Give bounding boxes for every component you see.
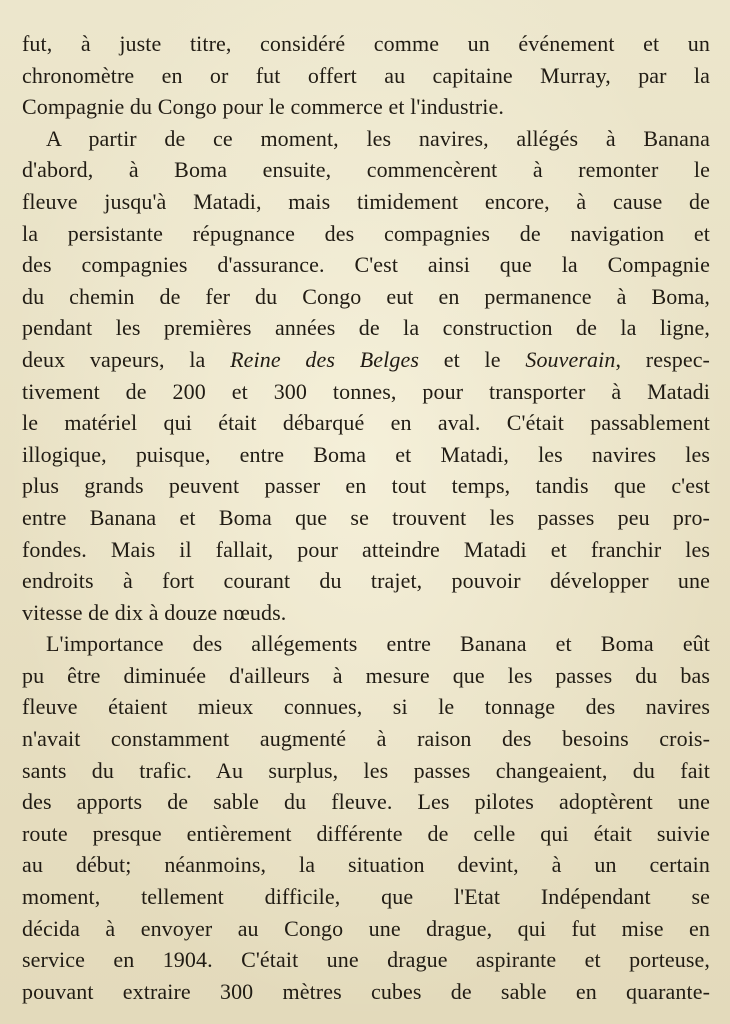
text-line: fondes. Mais il fallait, pour atteindre Matadi et franchir les (22, 536, 710, 562)
text-line: service en 1904. C'était une drague aspirante et porteuse, (22, 947, 710, 973)
text-line: illogique, puisque, entre Boma et Matadi, les navires les (22, 441, 710, 467)
text-line: pu être diminuée d'ailleurs à mesure que les passes du bas (22, 662, 710, 688)
text-line: deux vapeurs, la Reine des Belges et le Souverain, respec- (22, 346, 710, 372)
text-line: tivement de 200 et 300 tonnes, pour transporter à Matadi (22, 378, 710, 404)
text-line: fleuve jusqu'à Matadi, mais timidement encore, à cause de (22, 188, 710, 214)
text-line: fleuve étaient mieux connues, si le tonnage des navires (22, 694, 710, 720)
text-line: des compagnies d'assurance. C'est ainsi que la Compagnie (22, 252, 710, 278)
text-line: des apports de sable du fleuve. Les pilotes adoptèrent une (22, 789, 710, 815)
text-line: pouvant extraire 300 mètres cubes de sable en quarante- (22, 978, 710, 1004)
text-line: A partir de ce moment, les navires, allégés à Banana (46, 125, 710, 151)
ship-name: Souverain (525, 346, 616, 372)
text-line: L'importance des allégements entre Banana et Boma eût (46, 631, 710, 657)
text-line: Compagnie du Congo pour le commerce et l'industrie. (22, 94, 504, 120)
text-line: du chemin de fer du Congo eut en permanence à Boma, (22, 283, 710, 309)
text-line: endroits à fort courant du trajet, pouvoir développer une (22, 568, 710, 594)
text-line: décida à envoyer au Congo une drague, qui fut mise en (22, 915, 710, 941)
text-line: fut, à juste titre, considéré comme un événement et un (22, 31, 710, 56)
body-text (22, 28, 710, 1007)
text-line: n'avait constamment augmenté à raison des besoins crois- (22, 726, 710, 752)
text-line: le matériel qui était débarqué en aval. C'était passablement (22, 410, 710, 436)
text-line: vitesse de dix à douze nœuds. (22, 599, 287, 625)
text-line: plus grands peuvent passer en tout temps, tandis que c'est (22, 473, 710, 499)
text-line: chronomètre en or fut offert au capitaine Murray, par la (22, 62, 710, 88)
text-line: entre Banana et Boma que se trouvent les passes peu pro- (22, 504, 710, 530)
text-line: d'abord, à Boma ensuite, commencèrent à remonter le (22, 157, 710, 183)
text-line: route presque entièrement différente de celle qui était suivie (22, 820, 710, 846)
text-line: la persistante répugnance des compagnies de navigation et (22, 220, 710, 246)
text-line: sants du trafic. Au surplus, les passes changeaient, du fait (22, 757, 710, 783)
text-line: pendant les premières années de la construction de la ligne, (22, 315, 710, 341)
text-line: moment, tellement difficile, que l'Etat Indépendant se (22, 884, 710, 910)
ship-name: Reine des Belges (230, 346, 420, 372)
text-line: au début; néanmoins, la situation devint, à un certain (22, 852, 710, 878)
